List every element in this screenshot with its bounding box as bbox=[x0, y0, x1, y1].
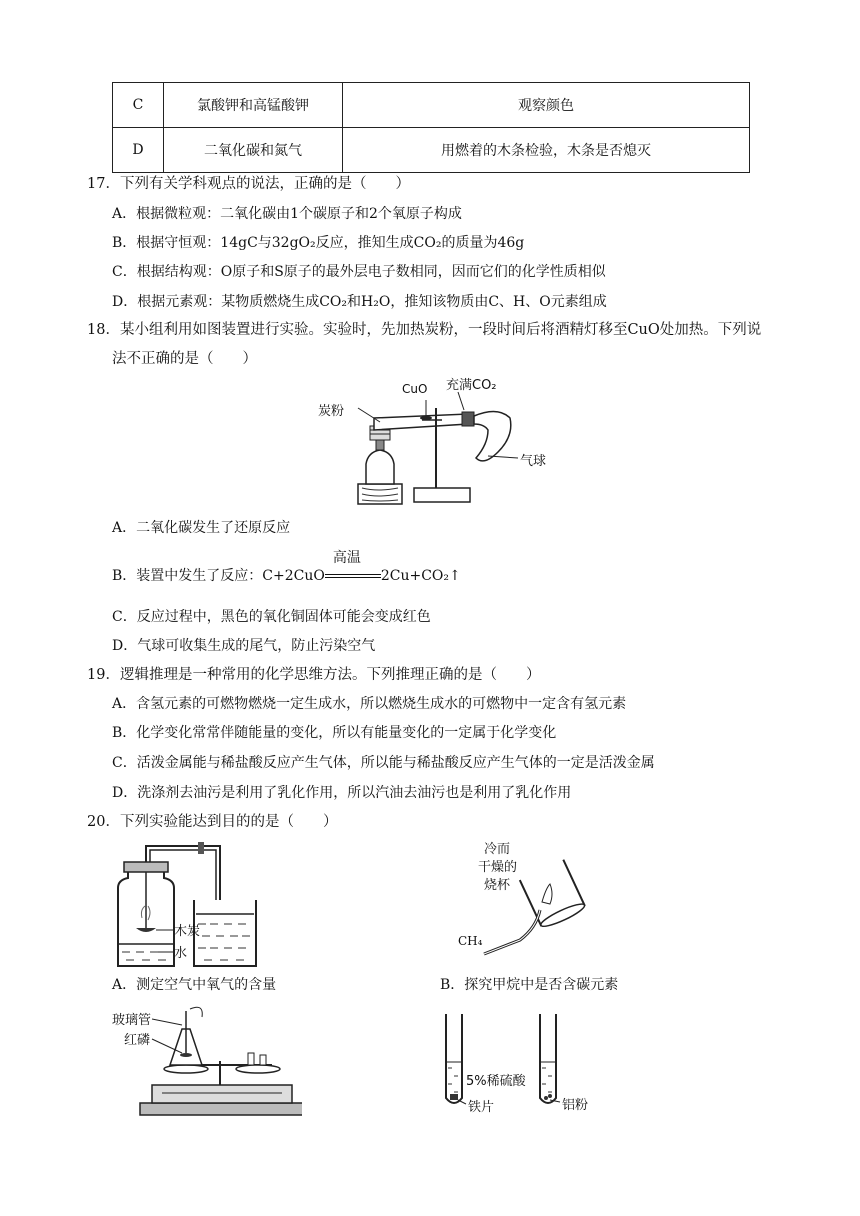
q20-figure-d bbox=[440, 1010, 600, 1120]
balloon-label: 气球 bbox=[520, 454, 547, 469]
beaker-label-line2: 干燥的 bbox=[478, 860, 518, 875]
q18-option-a: A．二氧化碳发生了还原反应 bbox=[112, 520, 291, 536]
q18-option-d: D．气球可收集生成的尾气，防止污染空气 bbox=[112, 638, 376, 654]
iron-label: 铁片 bbox=[468, 1100, 495, 1115]
q18-option-b bbox=[112, 550, 461, 586]
charcoal-label: 木炭 bbox=[174, 924, 201, 939]
q18-option-c: C．反应过程中，黑色的氧化铜固体可能会变成红色 bbox=[112, 609, 431, 625]
q19-option-d: D．洗涤剂去油污是利用了乳化作用，所以汽油去油污也是利用了乳化作用 bbox=[112, 785, 572, 801]
q17-option-a: A．根据微粒观：二氧化碳由1个碳原子和2个氧原子构成 bbox=[112, 206, 462, 222]
q17-option-d: D．根据元素观：某物质燃烧生成CO₂和H₂O，推知该物质由C、H、O元素组成 bbox=[112, 294, 607, 310]
q18-stem-line1: 18．某小组利用如图装置进行实验。实验时，先加热炭粉，一段时间后将酒精灯移至CuO处加热。下列说 bbox=[87, 322, 762, 338]
table-row bbox=[113, 83, 750, 128]
beaker-label-line3: 烧杯 bbox=[484, 878, 511, 893]
row-method: 观察颜色 bbox=[343, 83, 750, 128]
q18-b-prefix: B．装置中发生了反应：C+2CuO bbox=[112, 568, 325, 584]
q17-option-b: B．根据守恒观：14gC与32gO₂反应，推知生成CO₂的质量为46g bbox=[112, 235, 525, 251]
q20-figure-b-caption: B．探究甲烷中是否含碳元素 bbox=[440, 977, 619, 993]
q19-stem: 19．逻辑推理是一种常用的化学思维方法。下列推理正确的是（ ） bbox=[87, 667, 541, 683]
co2-label: 充满CO₂ bbox=[446, 378, 497, 393]
q18-b-suffix: 2Cu+CO₂↑ bbox=[380, 568, 461, 584]
condition-text: 高温 bbox=[332, 550, 361, 566]
ch4-label: CH₄ bbox=[458, 934, 483, 948]
red-phosphorus-label: 红磷 bbox=[124, 1033, 151, 1048]
row-letter: C bbox=[113, 83, 164, 128]
oxygen-measurement-drawing bbox=[112, 840, 272, 970]
q17-stem: 17．下列有关学科观点的说法，正确的是（ ） bbox=[87, 176, 410, 192]
table-row bbox=[113, 128, 750, 173]
q19-option-a: A．含氢元素的可燃物燃烧一定生成水，所以燃烧生成水的可燃物中一定含有氢元素 bbox=[112, 696, 627, 712]
q20-figure-c bbox=[112, 1005, 302, 1125]
equals-line-top bbox=[325, 574, 381, 575]
q18-apparatus-figure bbox=[318, 378, 558, 508]
apparatus-drawing bbox=[318, 378, 558, 508]
beaker-label-line1: 冷而 bbox=[484, 842, 511, 857]
methane-combustion-drawing bbox=[450, 838, 620, 968]
row-method: 用燃着的木条检验，木条是否熄灭 bbox=[343, 128, 750, 173]
q19-option-c: C．活泼金属能与稀盐酸反应产生气体，所以能与稀盐酸反应产生气体的一定是活泼金属 bbox=[112, 755, 655, 771]
reaction-condition bbox=[325, 550, 381, 586]
cuo-label: CuO bbox=[402, 382, 428, 396]
acid-label: 5%稀硫酸 bbox=[466, 1074, 526, 1089]
q19-option-b: B．化学变化常常伴随能量的变化，所以有能量变化的一定属于化学变化 bbox=[112, 725, 557, 741]
options-table bbox=[112, 82, 750, 173]
q20-figure-a bbox=[112, 840, 272, 970]
q20-stem: 20．下列实验能达到目的的是（ ） bbox=[87, 814, 338, 830]
water-label: 水 bbox=[174, 946, 188, 961]
q20-figure-b bbox=[450, 838, 620, 968]
aluminum-label: 铝粉 bbox=[562, 1098, 589, 1113]
equals-line-bottom bbox=[325, 577, 381, 578]
glass-tube-label: 玻璃管 bbox=[112, 1013, 152, 1028]
row-substances: 氯酸钾和高锰酸钾 bbox=[164, 83, 343, 128]
row-letter: D bbox=[113, 128, 164, 173]
q20-figure-a-caption: A．测定空气中氧气的含量 bbox=[112, 977, 277, 993]
q18-stem-line2: 法不正确的是（ ） bbox=[112, 351, 257, 367]
q17-option-c: C．根据结构观：O原子和S原子的最外层电子数相同，因而它们的化学性质相似 bbox=[112, 264, 606, 280]
row-substances: 二氧化碳和氮气 bbox=[164, 128, 343, 173]
carbon-label: 炭粉 bbox=[318, 404, 345, 419]
